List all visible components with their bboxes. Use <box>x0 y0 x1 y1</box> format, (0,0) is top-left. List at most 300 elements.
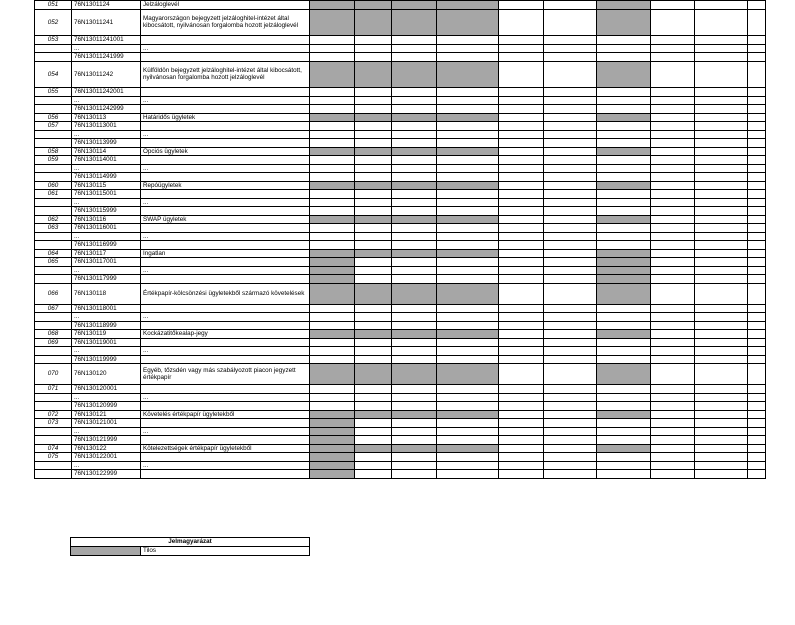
value-cell <box>392 393 437 402</box>
value-cell <box>748 198 766 207</box>
forbidden-cell <box>310 9 355 36</box>
row-description: Repóügyletek <box>141 181 310 190</box>
value-cell <box>437 156 499 165</box>
value-cell <box>695 139 748 148</box>
value-cell <box>544 249 597 258</box>
row-description <box>141 470 310 479</box>
value-cell <box>695 190 748 199</box>
value-cell <box>695 198 748 207</box>
row-code: 76N130121999 <box>72 436 141 445</box>
row-code: ... <box>72 313 141 322</box>
forbidden-cell <box>437 9 499 36</box>
value-cell <box>499 122 544 131</box>
value-cell <box>651 321 695 330</box>
value-cell <box>499 105 544 114</box>
value-cell <box>748 130 766 139</box>
value-cell <box>748 313 766 322</box>
forbidden-cell <box>437 113 499 122</box>
value-cell <box>437 355 499 364</box>
value-cell <box>310 88 355 97</box>
value-cell <box>392 347 437 356</box>
forbidden-cell <box>310 249 355 258</box>
value-cell <box>597 190 651 199</box>
value-cell <box>695 1 748 10</box>
value-cell <box>392 402 437 411</box>
table-row <box>35 164 766 173</box>
value-cell <box>651 410 695 419</box>
value-cell <box>499 147 544 156</box>
row-index: 064 <box>35 249 72 258</box>
value-cell <box>695 304 748 313</box>
value-cell <box>392 139 437 148</box>
value-cell <box>355 321 392 330</box>
value-cell <box>651 470 695 479</box>
row-index <box>35 427 72 436</box>
value-cell <box>499 173 544 182</box>
table-row <box>35 393 766 402</box>
row-code: 76N130115001 <box>72 190 141 199</box>
value-cell <box>499 461 544 470</box>
value-cell <box>651 402 695 411</box>
value-cell <box>355 173 392 182</box>
row-index: 053 <box>35 36 72 45</box>
value-cell <box>748 232 766 241</box>
value-cell <box>392 258 437 267</box>
value-cell <box>499 53 544 62</box>
row-code: ... <box>72 130 141 139</box>
forbidden-cell <box>310 444 355 453</box>
value-cell <box>499 130 544 139</box>
table-row <box>35 427 766 436</box>
value-cell <box>392 275 437 284</box>
value-cell <box>651 275 695 284</box>
forbidden-cell <box>310 181 355 190</box>
forbidden-cell <box>310 470 355 479</box>
value-cell <box>695 232 748 241</box>
row-index <box>35 173 72 182</box>
row-code: 76N130117001 <box>72 258 141 267</box>
value-cell <box>695 313 748 322</box>
row-code: 76N130122001 <box>72 453 141 462</box>
value-cell <box>544 453 597 462</box>
value-cell <box>748 113 766 122</box>
value-cell <box>544 393 597 402</box>
forbidden-cell <box>310 283 355 304</box>
value-cell <box>437 130 499 139</box>
value-cell <box>748 9 766 36</box>
value-cell <box>695 130 748 139</box>
value-cell <box>695 470 748 479</box>
row-index: 071 <box>35 385 72 394</box>
row-index <box>35 355 72 364</box>
value-cell <box>499 283 544 304</box>
value-cell <box>437 36 499 45</box>
value-cell <box>499 313 544 322</box>
value-cell <box>695 364 748 385</box>
value-cell <box>499 224 544 233</box>
value-cell <box>310 96 355 105</box>
value-cell <box>499 139 544 148</box>
value-cell <box>392 419 437 428</box>
value-cell <box>651 419 695 428</box>
legend <box>70 537 310 556</box>
value-cell <box>392 164 437 173</box>
row-index <box>35 44 72 53</box>
value-cell <box>748 147 766 156</box>
table-row <box>35 321 766 330</box>
value-cell <box>544 190 597 199</box>
value-cell <box>544 215 597 224</box>
value-cell <box>651 224 695 233</box>
forbidden-cell <box>437 181 499 190</box>
value-cell <box>310 313 355 322</box>
value-cell <box>651 258 695 267</box>
row-description: ... <box>141 266 310 275</box>
value-cell <box>355 419 392 428</box>
row-description <box>141 338 310 347</box>
row-code: 76N13011242999 <box>72 105 141 114</box>
table-row <box>35 44 766 53</box>
table-row <box>35 1 766 10</box>
value-cell <box>597 470 651 479</box>
value-cell <box>310 304 355 313</box>
value-cell <box>437 224 499 233</box>
value-cell <box>597 419 651 428</box>
value-cell <box>695 36 748 45</box>
table-row <box>35 258 766 267</box>
value-cell <box>499 164 544 173</box>
value-cell <box>748 164 766 173</box>
value-cell <box>437 419 499 428</box>
row-description: SWAP ügyletek <box>141 215 310 224</box>
value-cell <box>544 470 597 479</box>
value-cell <box>651 347 695 356</box>
value-cell <box>310 44 355 53</box>
value-cell <box>437 139 499 148</box>
table-row <box>35 190 766 199</box>
value-cell <box>651 304 695 313</box>
row-index: 052 <box>35 9 72 36</box>
value-cell <box>695 419 748 428</box>
value-cell <box>499 393 544 402</box>
table-row <box>35 215 766 224</box>
value-cell <box>695 330 748 339</box>
value-cell <box>499 88 544 97</box>
row-index <box>35 313 72 322</box>
value-cell <box>651 461 695 470</box>
row-description: ... <box>141 232 310 241</box>
row-description: Jelzáloglevél <box>141 1 310 10</box>
legend-swatch <box>71 547 141 555</box>
row-code: ... <box>72 427 141 436</box>
value-cell <box>499 410 544 419</box>
row-description <box>141 275 310 284</box>
value-cell <box>355 122 392 131</box>
table-row <box>35 96 766 105</box>
value-cell <box>392 313 437 322</box>
value-cell <box>748 88 766 97</box>
value-cell <box>695 249 748 258</box>
value-cell <box>597 173 651 182</box>
forbidden-cell <box>392 283 437 304</box>
value-cell <box>499 364 544 385</box>
value-cell <box>597 130 651 139</box>
data-table <box>34 0 766 479</box>
value-cell <box>695 427 748 436</box>
value-cell <box>748 105 766 114</box>
row-index <box>35 241 72 250</box>
value-cell <box>597 198 651 207</box>
value-cell <box>651 113 695 122</box>
value-cell <box>695 347 748 356</box>
row-index: 062 <box>35 215 72 224</box>
row-code: 76N130120001 <box>72 385 141 394</box>
value-cell <box>544 164 597 173</box>
value-cell <box>499 36 544 45</box>
value-cell <box>499 190 544 199</box>
row-index <box>35 96 72 105</box>
value-cell <box>544 347 597 356</box>
row-description: ... <box>141 461 310 470</box>
value-cell <box>437 402 499 411</box>
forbidden-cell <box>355 147 392 156</box>
row-index <box>35 139 72 148</box>
row-index <box>35 164 72 173</box>
row-description <box>141 402 310 411</box>
value-cell <box>437 275 499 284</box>
value-cell <box>392 385 437 394</box>
value-cell <box>499 419 544 428</box>
value-cell <box>748 190 766 199</box>
value-cell <box>499 207 544 216</box>
table-row <box>35 304 766 313</box>
forbidden-cell <box>355 444 392 453</box>
forbidden-cell <box>355 113 392 122</box>
value-cell <box>355 304 392 313</box>
value-cell <box>437 313 499 322</box>
row-code: 76N130121001 <box>72 419 141 428</box>
value-cell <box>695 207 748 216</box>
value-cell <box>597 207 651 216</box>
value-cell <box>651 173 695 182</box>
table-row <box>35 330 766 339</box>
row-index <box>35 130 72 139</box>
value-cell <box>544 224 597 233</box>
legend-row <box>71 547 309 555</box>
value-cell <box>310 156 355 165</box>
value-cell <box>544 410 597 419</box>
value-cell <box>651 385 695 394</box>
value-cell <box>392 156 437 165</box>
value-cell <box>544 338 597 347</box>
table-row <box>35 275 766 284</box>
forbidden-cell <box>310 330 355 339</box>
value-cell <box>748 436 766 445</box>
table-row <box>35 419 766 428</box>
row-code: ... <box>72 164 141 173</box>
row-index <box>35 266 72 275</box>
value-cell <box>437 258 499 267</box>
value-cell <box>748 275 766 284</box>
value-cell <box>544 181 597 190</box>
value-cell <box>437 266 499 275</box>
value-cell <box>597 105 651 114</box>
forbidden-cell <box>355 283 392 304</box>
value-cell <box>310 122 355 131</box>
value-cell <box>695 393 748 402</box>
value-cell <box>748 347 766 356</box>
value-cell <box>392 224 437 233</box>
value-cell <box>355 105 392 114</box>
forbidden-cell <box>392 410 437 419</box>
value-cell <box>597 347 651 356</box>
value-cell <box>437 304 499 313</box>
value-cell <box>651 164 695 173</box>
value-cell <box>392 241 437 250</box>
value-cell <box>651 190 695 199</box>
row-description: Értékpapír-kölcsönzési ügyletekből származó követelések <box>141 283 310 304</box>
value-cell <box>597 427 651 436</box>
value-cell <box>499 402 544 411</box>
forbidden-cell <box>392 330 437 339</box>
value-cell <box>499 453 544 462</box>
row-index: 059 <box>35 156 72 165</box>
table-row <box>35 198 766 207</box>
value-cell <box>310 198 355 207</box>
row-index <box>35 53 72 62</box>
value-cell <box>355 96 392 105</box>
row-code: 76N13011241001 <box>72 36 141 45</box>
value-cell <box>748 321 766 330</box>
value-cell <box>651 1 695 10</box>
value-cell <box>499 330 544 339</box>
value-cell <box>310 393 355 402</box>
row-index: 073 <box>35 419 72 428</box>
row-index: 061 <box>35 190 72 199</box>
value-cell <box>695 453 748 462</box>
value-cell <box>392 105 437 114</box>
value-cell <box>499 61 544 88</box>
value-cell <box>355 385 392 394</box>
value-cell <box>597 461 651 470</box>
value-cell <box>499 1 544 10</box>
value-cell <box>748 266 766 275</box>
value-cell <box>310 207 355 216</box>
row-index <box>35 347 72 356</box>
value-cell <box>748 338 766 347</box>
value-cell <box>392 96 437 105</box>
row-description <box>141 156 310 165</box>
value-cell <box>544 207 597 216</box>
value-cell <box>499 355 544 364</box>
value-cell <box>499 304 544 313</box>
value-cell <box>392 36 437 45</box>
value-cell <box>597 338 651 347</box>
forbidden-cell <box>355 330 392 339</box>
value-cell <box>651 444 695 453</box>
value-cell <box>392 355 437 364</box>
value-cell <box>499 385 544 394</box>
value-cell <box>392 44 437 53</box>
value-cell <box>437 173 499 182</box>
value-cell <box>748 402 766 411</box>
forbidden-cell <box>392 1 437 10</box>
value-cell <box>355 156 392 165</box>
value-cell <box>695 122 748 131</box>
row-index: 069 <box>35 338 72 347</box>
value-cell <box>544 122 597 131</box>
table-row <box>35 88 766 97</box>
value-cell <box>651 147 695 156</box>
row-index: 072 <box>35 410 72 419</box>
value-cell <box>651 181 695 190</box>
row-description <box>141 88 310 97</box>
forbidden-cell <box>437 215 499 224</box>
value-cell <box>748 304 766 313</box>
row-code: 76N130118999 <box>72 321 141 330</box>
value-cell <box>695 156 748 165</box>
value-cell <box>544 364 597 385</box>
value-cell <box>355 266 392 275</box>
table-row <box>35 283 766 304</box>
row-index <box>35 275 72 284</box>
row-description <box>141 36 310 45</box>
value-cell <box>392 130 437 139</box>
forbidden-cell <box>437 410 499 419</box>
value-cell <box>651 139 695 148</box>
value-cell <box>310 36 355 45</box>
value-cell <box>695 113 748 122</box>
value-cell <box>392 436 437 445</box>
value-cell <box>544 147 597 156</box>
value-cell <box>597 44 651 53</box>
row-code: ... <box>72 232 141 241</box>
value-cell <box>355 313 392 322</box>
forbidden-cell <box>392 61 437 88</box>
row-index: 075 <box>35 453 72 462</box>
value-cell <box>355 44 392 53</box>
value-cell <box>499 436 544 445</box>
value-cell <box>748 36 766 45</box>
forbidden-cell <box>437 1 499 10</box>
forbidden-cell <box>597 1 651 10</box>
forbidden-cell <box>392 444 437 453</box>
value-cell <box>544 275 597 284</box>
value-cell <box>355 355 392 364</box>
value-cell <box>597 96 651 105</box>
value-cell <box>310 105 355 114</box>
table-row <box>35 61 766 88</box>
forbidden-cell <box>597 249 651 258</box>
row-index <box>35 321 72 330</box>
row-description: Kockázatitőkealap-jegy <box>141 330 310 339</box>
row-description: ... <box>141 313 310 322</box>
row-index <box>35 105 72 114</box>
value-cell <box>651 207 695 216</box>
value-cell <box>355 470 392 479</box>
value-cell <box>544 427 597 436</box>
table-row <box>35 36 766 45</box>
value-cell <box>651 364 695 385</box>
value-cell <box>544 402 597 411</box>
table-row <box>35 444 766 453</box>
table-row <box>35 364 766 385</box>
row-description: Magyarországon bejegyzett jelzáloghitel-intézet által kibocsátott, nyilvánosan forgalomba hozott jelzáloglevél <box>141 9 310 36</box>
value-cell <box>392 427 437 436</box>
value-cell <box>651 130 695 139</box>
row-code: 76N130117 <box>72 249 141 258</box>
row-code: ... <box>72 96 141 105</box>
